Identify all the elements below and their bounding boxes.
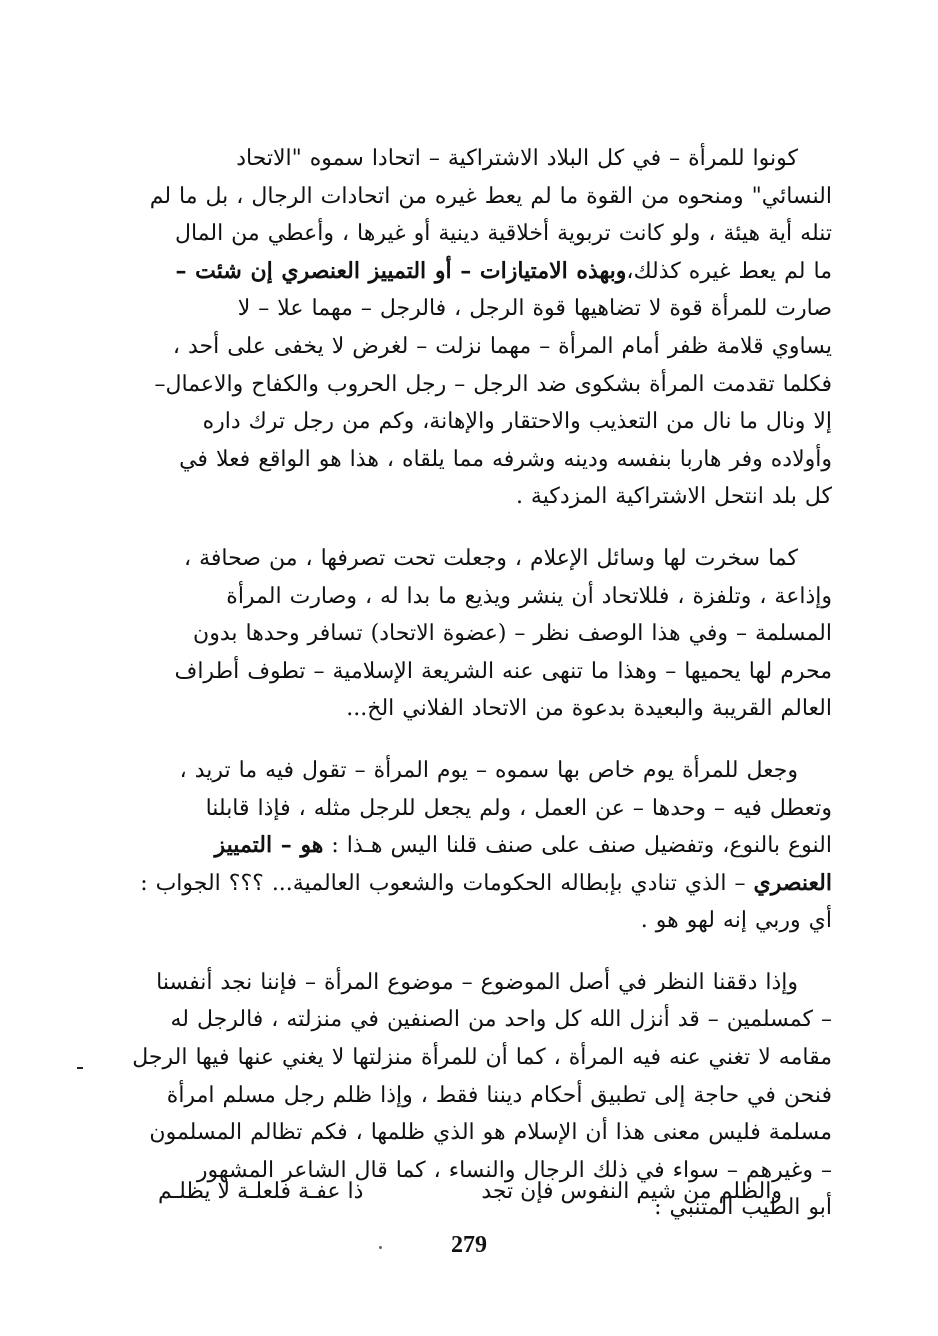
- text-line: العالم القريبة والبعيدة بدعوة من الاتحاد الفلاني الخ...: [346, 696, 832, 722]
- poetry-verse: [158, 1174, 782, 1210]
- text-line: كل بلد انتحل الاشتراكية المزدكية .: [515, 484, 832, 510]
- margin-mark: [77, 1067, 83, 1069]
- text-line: مقامه لا تغني عنه فيه المرأة ، كما أن للمرأة منزلتها لا يغني عنها فيها الرجل: [132, 1045, 832, 1071]
- text-line: كما سخرت لها وسائل الإعلام ، وجعلت تحت تصرفها ، من صحافة ،: [183, 545, 798, 571]
- verse-second-hemistich: ذا عفـة فلعلـة لا يظلـم: [158, 1179, 364, 1204]
- text-line: المسلمة – وفي هذا الوصف نظر – (عضوة الاتحاد) تسافر وحدها بدون: [193, 621, 832, 647]
- text-line: [114, 865, 832, 903]
- text-line: النسائي" ومنحوه من القوة ما لم يعط غيره من اتحادات الرجال ، بل ما لم: [149, 183, 832, 209]
- text-line: يساوي قلامة ظفر أمام المرأة – مهما نزلت – لغرض لا يخفى على أحد ،: [172, 333, 832, 359]
- text-line: كونوا للمرأة – في كل البلاد الاشتراكية – اتحادا سموه "الاتحاد: [236, 146, 798, 171]
- text-line: – كمسلمين – قد أنزل الله كل واحد من الصنفين في منزلته ، فالرجل له: [170, 1007, 832, 1033]
- page-number: 279: [451, 1232, 487, 1258]
- text-line: محرم لها يحميها – وهذا ما تنهى عنه الشريعة الإسلامية – تطوف أطراف: [174, 658, 832, 684]
- text-run: النوع بالنوع، وتفضيل صنف على صنف قلنا اليس هـذا :: [323, 833, 832, 859]
- text-line: صارت للمرأة قوة لا تضاهيها قوة الرجل ، فالرجل – مهما علا – لا: [237, 296, 832, 322]
- text-line: وتعطل فيه – وحدها – عن العمل ، ولم يجعل للرجل مثله ، فإذا قابلنا: [205, 795, 832, 821]
- text-line: أبو الطيب المتنبي :: [654, 1195, 832, 1221]
- text-line: مسلمة فليس معنى هذا أن الإسلام هو الذي ظلمها ، فكم تظالم المسلمون: [149, 1120, 832, 1146]
- body-text: [114, 140, 832, 1251]
- text-line: تنله أية هيئة ، ولو كانت تربوية أخلاقية دينية أو غيرها ، وأعطي من المال: [174, 221, 832, 247]
- paragraph-3: [114, 752, 832, 940]
- text-line: – وغيرهم – سواء في ذلك الرجال والنساء ، كما قال الشاعر المشهور: [196, 1157, 832, 1183]
- bold-text-run: العنصري: [753, 869, 832, 896]
- text-line: فكلما تقدمت المرأة بشكوى ضد الرجل – رجل الحروب والكفاح والاعمال–: [154, 371, 832, 397]
- text-line: فنحن في حاجة إلى تطبيق أحكام ديننا فقط ، وإذا ظلم رجل مسلم امرأة: [166, 1082, 832, 1108]
- text-run: ما لم يعط غيره كذلك،: [626, 258, 832, 284]
- text-line: وإذاعة ، وتلفزة ، فللاتحاد أن ينشر ويذيع ما بدا له ، وصارت المرأة: [226, 583, 832, 609]
- bold-text-run: هو – التمييز: [214, 832, 324, 859]
- text-line: وجعل للمرأة يوم خاص بها سموه – يوم المرأة – تقول فيه ما تريد ،: [179, 757, 798, 783]
- text-line: وأولاده وفر هاربا بنفسه ودينه وشرفه مما يلقاه ، هذا هو الواقع فعلا في: [179, 446, 832, 472]
- text-run: – الذي تنادي بإبطاله الحكومات والشعوب العالمية... ؟؟؟ الجواب :: [140, 870, 754, 896]
- text-line: أي وربي إنه لهو هو .: [640, 908, 832, 934]
- text-line: [114, 827, 832, 865]
- paragraph-2: [114, 540, 832, 728]
- text-line: إلا ونال ما نال من التعذيب والاحتقار والإهانة، وكم من رجل ترك داره: [202, 409, 832, 435]
- paragraph-1: [114, 140, 832, 516]
- verse-first-hemistich: والظلم من شيم النفوس فإن تجد: [481, 1179, 782, 1204]
- bold-text-run: وبهذه الامتيازات – أو التمييز العنصري إن شئت –: [175, 257, 627, 284]
- text-line: وإذا دققنا النظر في أصل الموضوع – موضوع المرأة – فإننا نجد أنفسنا: [156, 969, 798, 995]
- text-line: [114, 253, 832, 291]
